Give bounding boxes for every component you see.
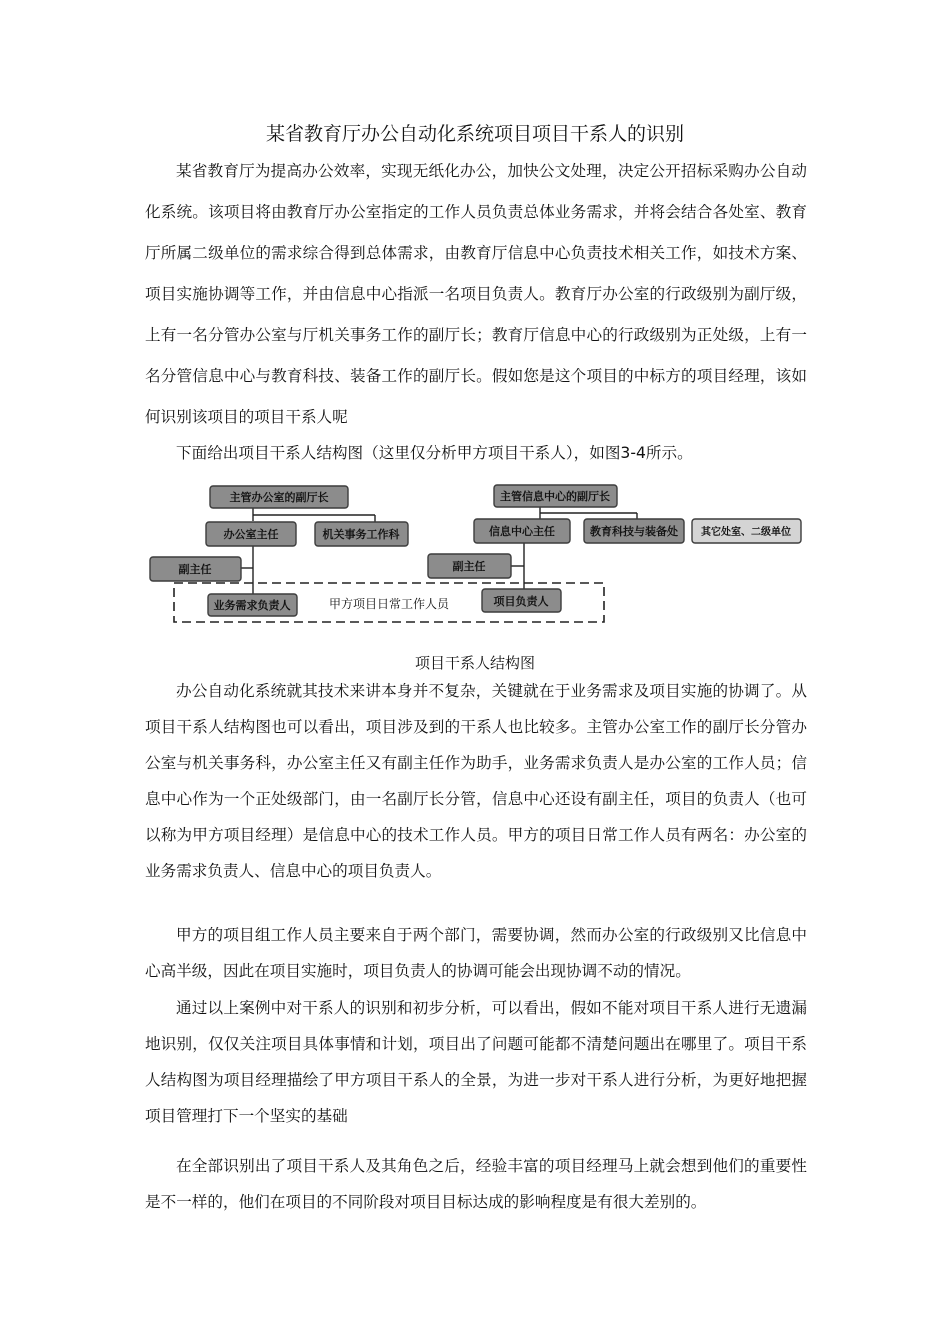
paragraph-analysis: 办公自动化系统就其技术来讲本身并不复杂，关键就在于业务需求及项目实施的协调了。从项目干系人结构图也可以看出，项目涉及到的干系人也比较多。主管办公室工作的副厅长分管办公室与机关事务科，办公室主任又有副主任作为助手，业务需求负责人是办公室的工作人员；信息中心作为一个正处级部门，由一名副厅长分管，信息中心还设有副主任，项目的负责人（也可以称为甲方项目经理）是信息中心的技术工作人员。甲方的项目日常工作人员有两名：办公室的业务需求负责人、信息中心的项目负责人。 [145,682,807,880]
diagram-connectors [241,507,637,595]
box-infocenter-vice-director-label: 主管信息中心的副厅长 [500,490,610,503]
box-office-vice-director-label: 主管办公室的副厅长 [229,491,329,504]
box-infocenter-deputy-label: 副主任 [452,560,486,573]
box-affairs-section-label: 机关事务工作科 [322,528,400,541]
box-office-deputy-label: 副主任 [178,563,212,576]
right-branch [428,485,684,612]
paragraph-importance: 在全部识别出了项目干系人及其角色之后，经验丰富的项目经理马上就会想到他们的重要性是不一样的，他们在项目的不同阶段对项目目标达成的影响程度是有很大差别的。 [145,1157,807,1211]
paragraph-coordination: 甲方的项目组工作人员主要来自于两个部门，需要协调，然而办公室的行政级别又比信息中心高半级，因此在项目实施时，项目负责人的协调可能会出现协调不动的情况。 [145,926,807,980]
paragraph-conclusion: 通过以上案例中对干系人的识别和初步分析，可以看出，假如不能对项目干系人进行无遗漏地识别，仅仅关注项目具体事情和计划，项目出了问题可能都不清楚问题出在哪里了。项目干系人结构图为项目经理描绘了甲方项目干系人的全景，为进一步对干系人进行分析，为更好地把握项目管理打下一个坚实的基础 [145,999,807,1125]
paragraph-intro: 某省教育厅为提高办公效率，实现无纸化办公，加快公文处理，决定公开招标采购办公自动化系统。该项目将由教育厅办公室指定的工作人员负责总体业务需求，并将会结合各处室、教育厅所属二级单位的需求综合得到总体需求，由教育厅信息中心负责技术相关工作，如技术方案、项目实施协调等工作，并由信息中心指派一名项目负责人。教育厅办公室的行政级别为副厅级，上有一名分管办公室与厅机关事务工作的副厅长；教育厅信息中心的行政级别为正处级，上有一名分管信息中心与教育科技、装备工作的副厅长。假如您是这个项目的中标方的项目经理，该如何识别该项目的项目干系人呢 [145,162,807,426]
document-title: 某省教育厅办公自动化系统项目项目干系人的识别 [265,123,684,145]
box-edutech-division-label: 教育科技与装备处 [590,525,678,538]
box-office-director-label: 办公室主任 [223,528,279,541]
box-project-lead-label: 项目负责人 [493,595,549,608]
stakeholder-structure-diagram [145,477,807,629]
figure-caption: 项目干系人结构图 [414,654,535,672]
box-requirement-lead-label: 业务需求负责人 [213,599,291,612]
paragraph-figure-intro: 下面给出项目干系人结构图（这里仅分析甲方项目干系人），如图3-4所示。 [176,444,693,462]
box-other-units-label: 其它处室、二级单位 [701,527,791,538]
daily-staff-group-label: 甲方项目日常工作人员 [329,597,450,611]
box-infocenter-director-label: 信息中心主任 [489,525,555,538]
